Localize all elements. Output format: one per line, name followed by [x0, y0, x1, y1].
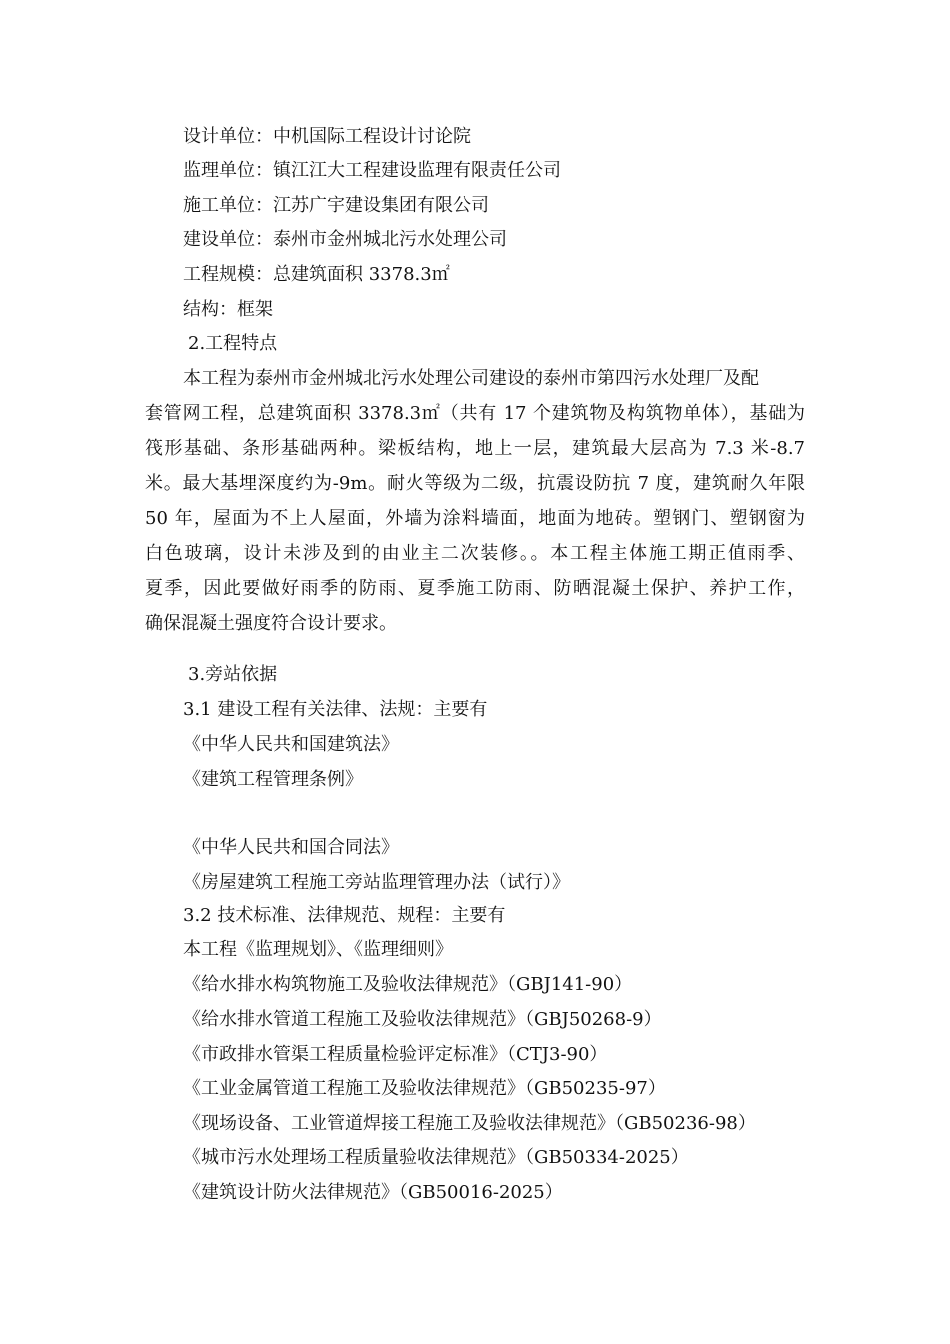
standard-item: 《给水排水构筑物施工及验收法律规范》（GBJ141-90）: [183, 974, 633, 995]
law-item: 《房屋建筑工程施工旁站监理管理办法（试行）》: [183, 872, 570, 893]
section-2-paragraph-line: 白色玻璃，设计未涉及到的由业主二次装修。。本工程主体施工期正值雨季、: [145, 543, 805, 564]
section-2-paragraph-line: 本工程为泰州市金州城北污水处理公司建设的泰州市第四污水处理厂及配: [183, 368, 759, 389]
section-2-paragraph-line: 筏形基础、条形基础两种。梁板结构，地上一层，建筑最大层高为 7.3 米-8.7: [145, 438, 805, 459]
standard-item: 《建筑设计防火法律规范》（GB50016-2025）: [183, 1182, 563, 1203]
section-2-paragraph-line: 套管网工程，总建筑面积 3378.3㎡（共有 17 个建筑物及构筑物单体），基础为: [145, 403, 805, 424]
standard-item: 《城市污水处理场工程质量验收法律规范》（GB50334-2025）: [183, 1147, 689, 1168]
construction-unit-line: 施工单位：江苏广宇建设集团有限公司: [183, 195, 489, 216]
law-item: 《建筑工程管理条例》: [183, 769, 363, 790]
owner-unit-line: 建设单位：泰州市金州城北污水处理公司: [183, 229, 507, 250]
standard-item: 《市政排水管渠工程质量检验评定标准》（CTJ3-90）: [183, 1044, 608, 1065]
section-3-heading: 3.旁站依据: [188, 664, 278, 685]
standard-item: 《给水排水管道工程施工及验收法律规范》（GBJ50268-9）: [183, 1009, 662, 1030]
law-item: 《中华人民共和国合同法》: [183, 837, 399, 858]
standard-item: 《工业金属管道工程施工及验收法律规范》（GB50235-97）: [183, 1078, 666, 1099]
supervision-unit-line: 监理单位：镇江江大工程建设监理有限责任公司: [183, 160, 561, 181]
project-scale-line: 工程规模：总建筑面积 3378.3㎡: [183, 264, 450, 285]
section-2-paragraph-line: 确保混凝土强度符合设计要求。: [145, 613, 397, 634]
section-3-2-heading: 3.2 技术标准、法律规范、规程：主要有: [183, 905, 506, 926]
law-item: 《中华人民共和国建筑法》: [183, 734, 399, 755]
design-unit-line: 设计单位：中机国际工程设计讨论院: [183, 126, 471, 147]
section-2-paragraph-line: 50 年，屋面为不上人屋面，外墙为涂料墙面，地面为地砖。塑钢门、塑钢窗为: [145, 508, 805, 529]
standard-item: 本工程《监理规划》、《监理细则》: [183, 939, 453, 960]
section-2-paragraph-line: 米。最大基埋深度约为-9m。耐火等级为二级，抗震设防抗 7 度，建筑耐久年限: [145, 473, 805, 494]
section-3-1-heading: 3.1 建设工程有关法律、法规：主要有: [183, 699, 488, 720]
structure-line: 结构：框架: [183, 299, 273, 320]
section-2-heading: 2.工程特点: [188, 333, 278, 354]
standard-item: 《现场设备、工业管道焊接工程施工及验收法律规范》（GB50236-98）: [183, 1113, 756, 1134]
section-2-paragraph-line: 夏季，因此要做好雨季的防雨、夏季施工防雨、防晒混凝土保护、养护工作，: [145, 578, 805, 599]
